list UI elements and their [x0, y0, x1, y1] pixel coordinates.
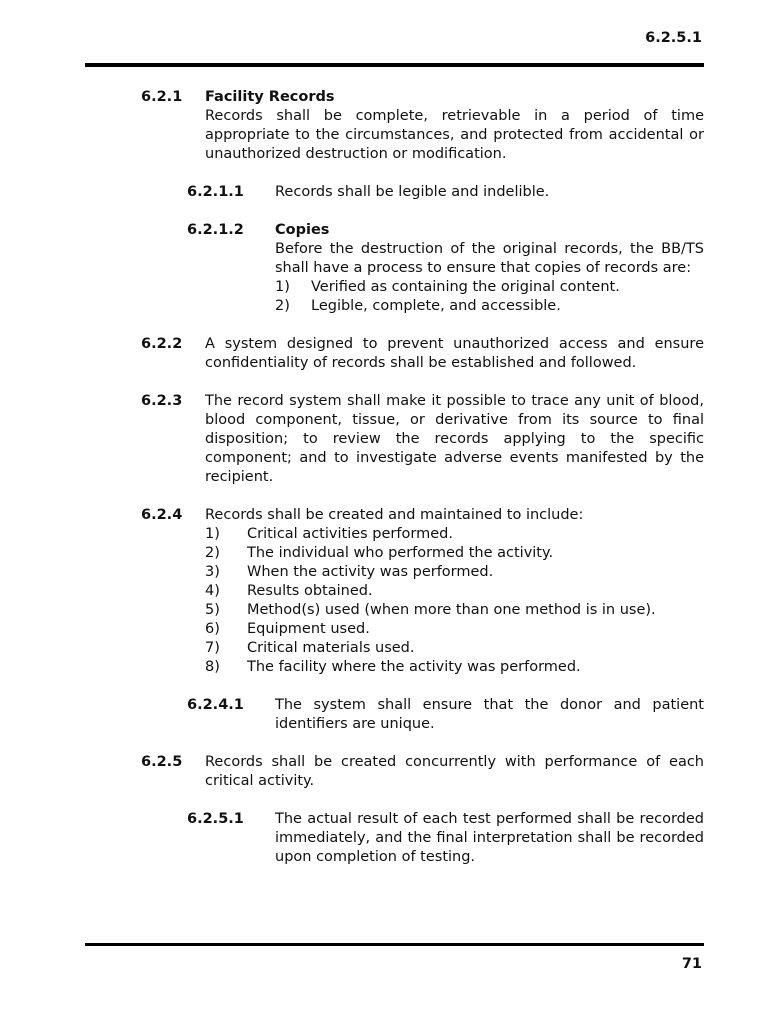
section-text: A system designed to prevent unauthorized access and ensure confidentiality of records shall be established and followed. [205, 336, 704, 371]
section-number: 6.2.5.1 [187, 811, 244, 827]
section-number: 6.2.1.1 [187, 184, 244, 200]
records-include-list [205, 525, 704, 677]
list-item: 1) Verified as containing the original content. [275, 279, 620, 295]
list-item: 7) Critical materials used. [205, 640, 415, 656]
section-text: Records shall be legible and indelible. [275, 184, 550, 200]
section-text: The actual result of each test performed shall be recorded immediately, and the final interpretation shall be recorded upon completion of testing. [275, 811, 704, 865]
section-6-2-3 [0, 392, 768, 487]
list-item: 3) When the activity was performed. [205, 564, 494, 580]
header-rule [85, 63, 704, 67]
section-text: Records shall be created concurrently with performance of each critical activity. [205, 754, 704, 789]
section-text: Before the destruction of the original records, the BB/TS shall have a process to ensure that copies of records are: [275, 241, 704, 276]
list-item: 2) Legible, complete, and accessible. [275, 298, 561, 314]
page-number: 71 [681, 956, 702, 972]
section-number: 6.2.4.1 [187, 697, 244, 713]
section-text: Records shall be complete, retrievable in a period of time appropriate to the circumstances, and protected from accidental or unauthorized destruction or modification. [205, 108, 704, 162]
section-6-2-4 [0, 506, 768, 677]
section-6-2-5 [0, 753, 768, 791]
section-6-2-2 [0, 335, 768, 373]
section-title: Copies [275, 222, 330, 238]
document-body [0, 88, 768, 867]
section-number: 6.2.1 [141, 89, 183, 105]
section-6-2-1 [0, 88, 768, 164]
running-header-section-number: 6.2.5.1 [645, 30, 702, 46]
section-number: 6.2.2 [141, 336, 183, 352]
section-number: 6.2.3 [141, 393, 183, 409]
list-item: 8) The facility where the activity was performed. [205, 659, 581, 675]
section-title: Facility Records [205, 89, 335, 105]
section-text: The record system shall make it possible to trace any unit of blood, blood component, tissue, or derivative from its source to final disposition; to review the records applying to the specific component; and to investigate adverse events manifested by the recipient. [205, 393, 704, 485]
section-6-2-1-2 [0, 221, 768, 316]
section-number: 6.2.1.2 [187, 222, 244, 238]
list-item: 2) The individual who performed the activity. [205, 545, 554, 561]
section-6-2-5-1 [0, 810, 768, 867]
section-number: 6.2.4 [141, 507, 183, 523]
section-text: The system shall ensure that the donor and patient identifiers are unique. [275, 697, 704, 732]
section-6-2-4-1 [0, 696, 768, 734]
copies-list [275, 278, 704, 316]
list-item: 5) Method(s) used (when more than one method is in use). [205, 602, 656, 618]
section-number: 6.2.5 [141, 754, 183, 770]
list-item: 1) Critical activities performed. [205, 526, 453, 542]
section-text: Records shall be created and maintained to include: [205, 507, 584, 523]
section-6-2-1-1 [0, 183, 768, 202]
list-item: 4) Results obtained. [205, 583, 373, 599]
footer-rule [85, 943, 704, 946]
list-item: 6) Equipment used. [205, 621, 370, 637]
